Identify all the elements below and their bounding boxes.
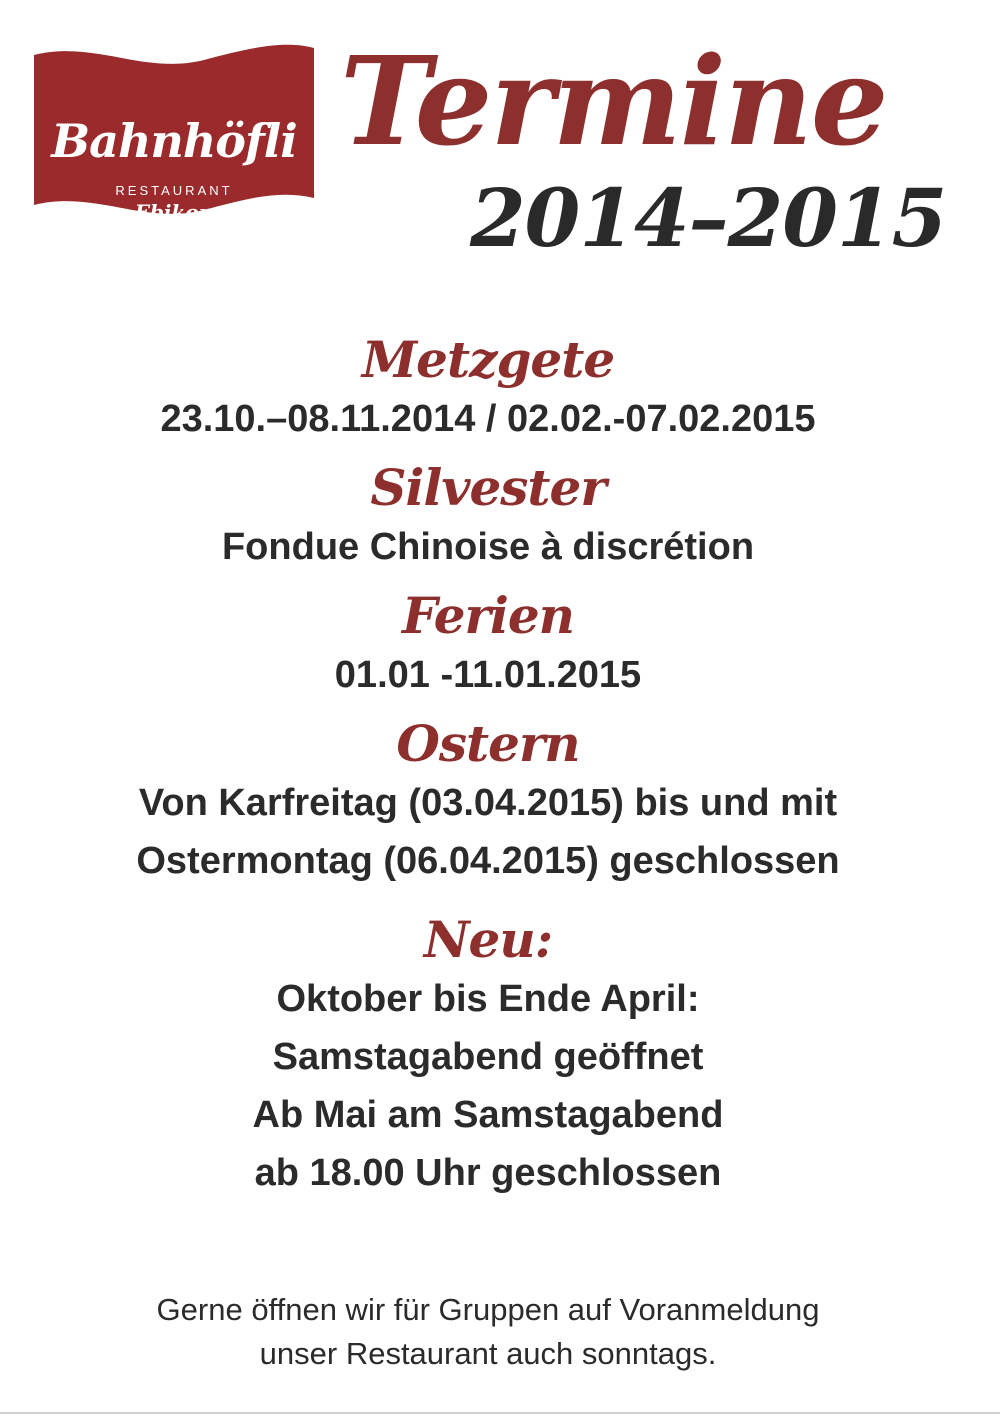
section-text: Fondue Chinoise à discrétion bbox=[221, 526, 755, 568]
footer-note bbox=[0, 1288, 976, 1376]
section-text: Von Karfreitag (03.04.2015) bis und mit bbox=[138, 782, 838, 824]
section-ostern bbox=[0, 714, 976, 890]
logo-town: Ebikon bbox=[134, 200, 214, 224]
section-ferien bbox=[0, 586, 976, 704]
section-text: ab 18.00 Uhr geschlossen bbox=[254, 1152, 722, 1194]
page-years: 2014–2015 bbox=[470, 171, 947, 265]
footer-line: unser Restaurant auch sonntags. bbox=[259, 1336, 717, 1371]
restaurant-logo bbox=[34, 40, 314, 224]
logo-name: Bahnhöfli bbox=[51, 114, 297, 168]
section-text: 23.10.–08.11.2014 / 02.02.-07.02.2015 bbox=[160, 398, 816, 440]
section-heading: Neu: bbox=[423, 910, 553, 969]
bottom-divider bbox=[0, 1412, 1000, 1414]
section-heading: Metzgete bbox=[361, 330, 615, 389]
schedule-content bbox=[0, 330, 976, 1202]
logo-subtitle: RESTAURANT bbox=[115, 183, 233, 198]
section-metzgete bbox=[0, 330, 976, 448]
section-heading: Silvester bbox=[370, 458, 606, 517]
section-text: Ostermontag (06.04.2015) geschlossen bbox=[136, 840, 840, 882]
section-text: Ab Mai am Samstagabend bbox=[252, 1094, 724, 1136]
section-text: 01.01 -11.01.2015 bbox=[334, 654, 642, 696]
section-neu bbox=[0, 910, 976, 1202]
section-heading: Ferien bbox=[401, 586, 575, 645]
footer-line: Gerne öffnen wir für Gruppen auf Voranmeldung bbox=[156, 1292, 820, 1327]
page-title: Termine bbox=[340, 29, 887, 173]
section-heading: Ostern bbox=[396, 714, 580, 773]
section-silvester bbox=[0, 458, 976, 576]
section-text: Samstagabend geöffnet bbox=[272, 1036, 704, 1078]
section-text: Oktober bis Ende April: bbox=[276, 978, 700, 1020]
